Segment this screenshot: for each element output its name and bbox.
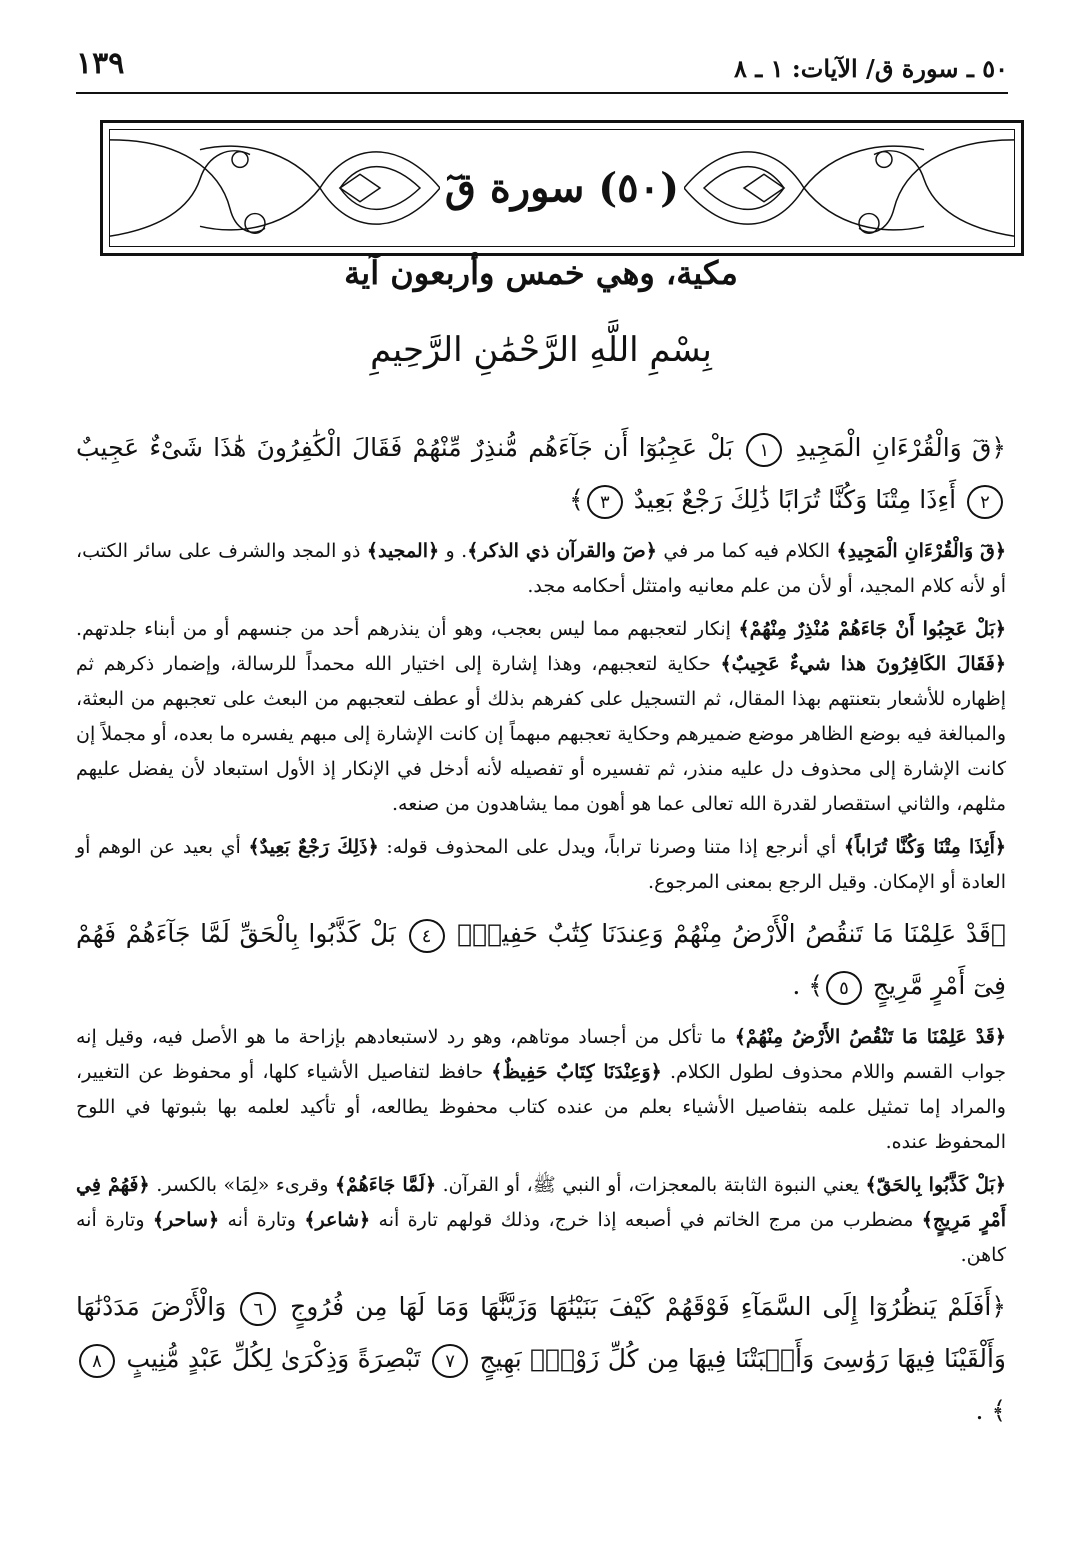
commentary-text: . و: [439, 540, 468, 562]
quoted-verse: ﴿فَقَالَ الكَافِرُونَ هذا شيءٌ عَجِيبٌ﴾: [720, 653, 1006, 675]
sura-title: (٥٠) سورة قٓ: [444, 164, 680, 212]
ayah-block-6-8: [76, 1281, 1006, 1437]
ayah-number-marker: ٥: [826, 971, 862, 1005]
ayah-number-marker: ١: [746, 433, 782, 467]
commentary-paragraph: [76, 1020, 1006, 1160]
sura-banner-frame: [109, 129, 1015, 247]
ayah-1: ﴿قٓ وَالْقُرْءَانِ الْمَجِيدِ: [795, 433, 1007, 462]
ayah-8: تَبْصِرَةً وَذِكْرَىٰ لِكُلِّ عَبْدٍ مُّنِيبٍ: [126, 1344, 421, 1373]
ayah-number-marker: ٤: [409, 919, 445, 953]
quoted-verse: ﴿ساحر﴾: [152, 1209, 220, 1231]
commentary-text: ذو المجد والشرف على سائر الكتب، أو لأنه كلام المجيد، أو لأن من علم معانيه وامتثل أحكامه مجد.: [76, 540, 1006, 597]
commentary-text: وتارة أنه كاهن.: [76, 1209, 1006, 1266]
ayah-3: أَءِذَا مِتْنَا وَكُنَّا تُرَابًا ذَٰلِكَ رَجْعٌ بَعِيدٌ: [633, 485, 957, 514]
running-title: ٥٠ ـ سورة ق/ الآيات: ١ ـ ٨: [734, 54, 1008, 83]
commentary-paragraph: [76, 612, 1006, 822]
sura-subtitle: مكية، وهي خمس وأربعون آية: [344, 254, 738, 292]
basmala: بِسْمِ اللَّهِ الرَّحْمَٰنِ الرَّحِيمِ: [370, 330, 712, 370]
commentary-text: يعني النبوة الثابتة بالمعجزات، أو النبي ﷺ، أو القرآن.: [436, 1174, 866, 1196]
quoted-verse: ﴿بَلْ كَذَّبُوا بِالحَقّ﴾: [865, 1174, 1006, 1196]
commentary-text: حكاية لتعجبهم، وهذا إشارة إلى اختيار الله محمداً للرسالة، وإضمار ذكرهم ثم إظهاره للأشعار بتعنتهم بهذا المقال، ثم التسجيل على كفرهم بذلك أو عطف لتعجبهم من البعث على تعجبهم من البعثة، والمبالغة فيه بوضع الظاهر موضع ضميرهم وحكاية تعجبهم مبهماً إن كانت الإشارة إلى مبهم يفسره ما بعده، أو مجملاً إن كانت الإشارة إلى محذوف دل عليه منذر، ثم تفسيره أو تفصيله لأنه أدخل في الإنكار إذ الأول استبعاد لأن يفضل عليهم مثلهم، والثاني استقصار لقدرة الله تعالى عما هو أهون مما يشاهدون من صنعه.: [76, 653, 1006, 815]
commentary-text: الكلام فيه كما مر في: [656, 540, 837, 562]
quoted-verse: ﴿بَلْ عَجِبُوا أَنْ جَاءَهُمْ مُنْذِرٌ مِنْهُمْ﴾: [738, 618, 1006, 640]
quoted-verse: ﴿المجيد﴾: [366, 540, 440, 562]
ayah-5: بَلْ كَذَّبُوا بِالْحَقِّ لَمَّا جَآءَهُمْ فَهُمْ فِىٓ أَمْرٍ مَّرِيجٍ: [76, 919, 1006, 1000]
commentary-text: وتارة أنه: [219, 1209, 305, 1231]
quoted-verse: ﴿فَهُمْ فِي أَمْرٍ مَرِيجٍ﴾: [76, 1174, 1007, 1231]
commentary-text: وقرىء «لِمَا» بالكسر.: [149, 1174, 335, 1196]
quoted-verse: ﴿لَمَّا جَاءَهُمْ﴾: [335, 1174, 437, 1196]
quoted-verse: ﴿أَئِذَا مِتْنَا وَكُنَّا تُرَاباً﴾: [843, 836, 1007, 858]
ayah-2: بَلْ عَجِبُوٓا أَن جَآءَهُم مُّنذِرٌ مِّنْهُمْ فَقَالَ الْكَٰفِرُونَ هَٰذَا شَىْءٌ عَجِيبٌ: [76, 433, 734, 462]
ayah-number-marker: ٦: [240, 1292, 276, 1326]
commentary-paragraph: [76, 830, 1006, 900]
commentary-paragraph: [76, 534, 1006, 604]
commentary-text: ما تأكل من أجساد موتاهم، وهو رد لاستبعادهم بإزاحة ما هو الأصل فيه، وقيل إنه جواب القسم واللام محذوف لطول الكلام.: [76, 1026, 1006, 1083]
ayah-number-marker: ٣: [587, 485, 623, 519]
quoted-verse: ﴿وَعِنْدَنَا كِتَابٌ حَفِيظٌ﴾: [491, 1061, 662, 1083]
quoted-verse: ﴿شاعر﴾: [304, 1209, 371, 1231]
quoted-verse: ﴿ذَلِكَ رَجْعٌ بَعِيدٌ﴾: [248, 836, 379, 858]
arabesque-ornament-left: [110, 130, 440, 246]
ayah-7: وَالْأَرْضَ مَدَدْنَٰهَا وَأَلْقَيْنَا فِيهَا رَوَٰسِىَ وَأَنۢبَتْنَا فِيهَا مِن كُلِّ زَوْجٍۭ بَهِيجٍ: [76, 1292, 1007, 1373]
quoted-verse: ﴿قٓ وَالْقُرْءَانِ الْمَجِيدِ﴾: [836, 540, 1007, 562]
ayah-bracket-close: ﴾: [569, 485, 584, 514]
ayah-number-marker: ٢: [967, 485, 1003, 519]
sura-banner: [100, 120, 1024, 256]
quoted-verse: ﴿قَدْ عَلِمْنَا مَا تَنْقُصُ الأَرْضُ مِنْهُمْ﴾: [734, 1026, 1007, 1048]
commentary-text: حافظ لتفاصيل الأشياء كلها، أو محفوظ عن التغيير، والمراد إما تمثيل علمه بتفاصيل الأشياء بعلم من عنده كتاب محفوظ يطالعه، أو تأكيد لعلمه بها بثبوتها في اللوح المحفوظ عنده.: [76, 1061, 1006, 1153]
ayah-block-4-5: [76, 908, 1006, 1012]
commentary-text: مضطرب من مرج الخاتم في أصبعه إذا خرج، وذلك قولهم تارة أنه: [370, 1209, 922, 1231]
ayah-bracket-close: ﴾ .: [975, 1396, 1006, 1425]
commentary-text: أي أنرجع إذا متنا وصرنا تراباً، ويدل على المحذوف قوله:: [378, 836, 844, 858]
ayah-number-marker: ٨: [79, 1344, 115, 1378]
commentary-text: أي بعيد عن الوهم أو العادة أو الإمكان. وقيل الرجع بمعنى المرجوع.: [76, 836, 1006, 893]
ayah-6: ﴿أَفَلَمْ يَنظُرُوٓا إِلَى السَّمَآءِ فَوْقَهُمْ كَيْفَ بَنَيْنَٰهَا وَزَيَّنَّٰهَا وَمَا لَهَا مِن فُرُوجٍ: [290, 1292, 1006, 1321]
commentary-text: إنكار لتعجبهم مما ليس بعجب، وهو أن ينذرهم أحد من جنسهم أو من أبناء جلدتهم.: [76, 618, 739, 640]
commentary-paragraph: [76, 1168, 1006, 1273]
text-body: [76, 422, 1006, 1445]
ayah-block-1-3: [76, 422, 1006, 526]
page-number: ١٣٩: [76, 46, 125, 81]
ayah-bracket-close: ﴾ .: [792, 971, 823, 1000]
quoted-verse: ﴿صٓ والقرآن ذي الذكر﴾: [467, 540, 657, 562]
ayah-number-marker: ٧: [432, 1344, 468, 1378]
arabesque-ornament-right: [684, 130, 1014, 246]
page-header: [76, 38, 1008, 94]
ayah-4: ﴿قَدْ عَلِمْنَا مَا تَنقُصُ الْأَرْضُ مِنْهُمْ وَعِندَنَا كِتَٰبٌ حَفِيظٌۢ: [457, 919, 1006, 948]
